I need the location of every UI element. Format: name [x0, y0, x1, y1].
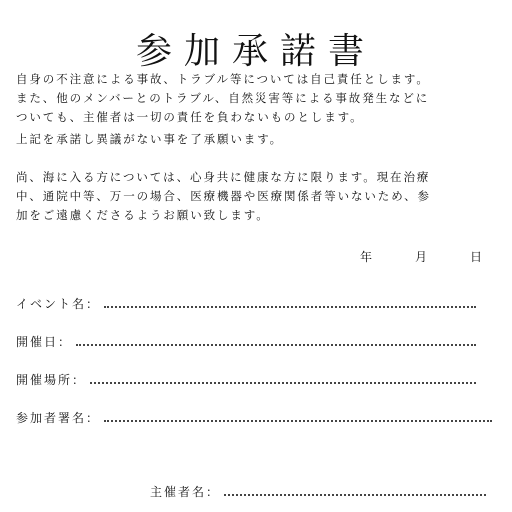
event-name-field[interactable] — [16, 292, 476, 312]
event-name-line[interactable] — [104, 306, 476, 308]
participant-signature-line[interactable] — [104, 420, 492, 422]
document-title: 参加承諾書 — [135, 31, 376, 73]
event-date-label: 開催日： — [16, 335, 73, 349]
event-location-label: 開催場所： — [16, 373, 87, 387]
event-location-field[interactable] — [16, 368, 476, 388]
organizer-name-field[interactable] — [150, 480, 486, 500]
consent-paragraph: 上記を承諾し異議がない事を了承願います。 — [16, 132, 284, 146]
event-date-line[interactable] — [76, 344, 476, 346]
date-month-label: 月 — [415, 250, 428, 264]
participant-signature-label: 参加者署名： — [16, 411, 101, 425]
event-date-field[interactable] — [16, 330, 476, 350]
organizer-name-label: 主催者名： — [150, 485, 221, 499]
organizer-name-line[interactable] — [224, 494, 486, 496]
event-name-label: イベント名： — [16, 297, 101, 311]
health-paragraph: 尚、海に入る方については、心身共に健康な方に限ります。現在治療 中、通院中等、万一の場合、医療機器や医療関係者等いないため、参 加をご遠慮くださるようお願い致します。 — [16, 170, 431, 222]
event-location-line[interactable] — [90, 382, 476, 384]
participant-signature-field[interactable] — [16, 406, 492, 426]
date-day-label: 日 — [470, 250, 483, 264]
date-year-label: 年 — [360, 250, 373, 264]
liability-paragraph: 自身の不注意による事故、トラブル等については自己責任とします。 また、他のメンバーとのトラブル、自然災害等による事故発生などに ついても、主催者は一切の責任を負わないものとします。 — [16, 72, 430, 124]
